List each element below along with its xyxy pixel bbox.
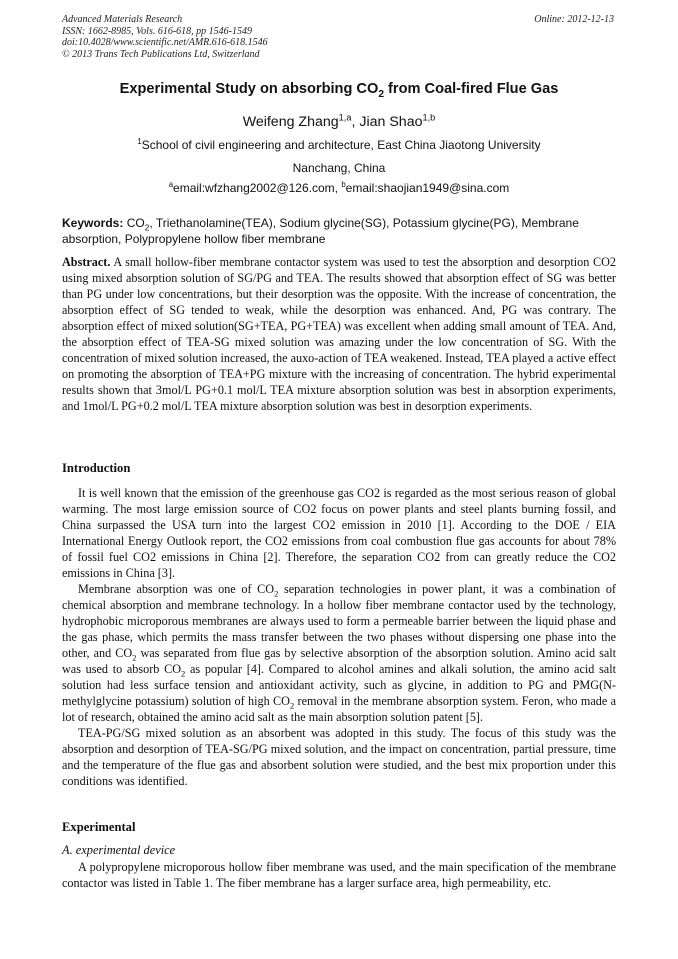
intro-p2-text-e: removal in the membrane absorption system. Feron, who made a lot of research, obtained the amino acid salt as the main absorption solution patent [5]. — [62, 694, 617, 724]
intro-p2-sub-4: 2 — [289, 700, 295, 711]
email-line — [0, 181, 678, 195]
email-b-mark: b — [341, 180, 346, 189]
experimental-paragraph-1: A polypropylene microporous hollow fiber membrane was used, and the main specification of the membrane contactor was listed in Table 1. The fiber membrane has a larger surface area, high permeability, etc. — [62, 860, 616, 890]
experimental-subheading: A. experimental device — [62, 843, 176, 857]
intro-p2-text-b: separation technologies in power plant, it was a combination of chemical absorption and membrane technology. In a hollow fiber membrane contactor used by the technology, hydrophobic microporous membranes are always used to form a permeable barrier between the liquid phase and the gas phase, which permits the mass transfer between the two phases without dispersing one phase into the other, and CO — [62, 582, 616, 660]
experimental-heading: Experimental — [62, 820, 136, 834]
keywords-label: Keywords: — [62, 216, 124, 230]
online-date: Online: 2012-12-13 — [534, 14, 614, 25]
paper-title — [0, 81, 678, 100]
experimental-body — [62, 859, 616, 891]
email-a: email:wfzhang2002@126.com, — [173, 181, 342, 195]
intro-p2-sub-2: 2 — [132, 652, 137, 663]
author-2: Jian Shao — [359, 114, 423, 130]
abstract-text: A small hollow-fiber membrane contactor system was used to test the absorption and desorption CO2 using mixed absorption solution of SG/PG and TEA. The results showed that absorption effect of SG was better than PG under low concentrations, but their desorption was the opposite. With the increase of concentration, the absorption effect of SG tended to weak, while the desorption was enhanced. And, PG was contrary. The absorption effect of mixed solution(SG+TEA, PG+TEA) was excellent when adding small amount of TEA. And, the absorption effect of TEA-SG mixed solution was amazing under the low concentration of SG. With the concentration of mixed solution increased, the auxo-action of TEA weakened. Instead, TEA played a active effect on promoting the absorption of TEA+PG mixture with the increasing of concentration. The hybrid experimental results shown that 3mol/L PG+0.1 mol/L TEA mixture absorption solution was best in absorption experiments, and 1mol/L PG+0.2 mol/L TEA mixture absorption solution was best in desorption experiments. — [62, 255, 616, 413]
journal-name: Advanced Materials Research — [62, 14, 183, 25]
copyright-line: © 2013 Trans Tech Publications Ltd, Switzerland — [62, 48, 260, 60]
intro-p2-text-c: was separated from flue gas by selective absorption of the absorption solution. Amino acid salt was used to absorb CO — [62, 646, 617, 676]
journal-header — [62, 14, 618, 60]
affiliation-line-2: Nanchang, China — [292, 161, 386, 175]
author-separator: , — [351, 114, 360, 130]
intro-p2-sub-3: 2 — [181, 668, 186, 679]
intro-paragraph-3: TEA-PG/SG mixed solution as an absorbent was adopted in this study. The focus of this study was the absorption and desorption of TEA-SG/PG mixed solution, and the impact on concentration, partial pressure, time and the temperature of the flue gas and absorbent solution were studied, and the best mix proportion under this conditions was identified. — [62, 726, 616, 788]
issn-line: ISSN: 1662-8985, Vols. 616-618, pp 1546-1549 — [62, 25, 252, 37]
title-text: Experimental Study on absorbing CO — [119, 81, 379, 97]
abstract — [62, 254, 616, 414]
introduction-heading: Introduction — [62, 461, 131, 475]
intro-p2-sub-1: 2 — [274, 588, 279, 599]
keywords — [62, 215, 618, 247]
email-a-mark: a — [168, 180, 174, 189]
author-list — [0, 114, 678, 130]
affiliation-number: 1 — [137, 137, 142, 146]
affiliation-line-1 — [0, 138, 678, 152]
doi-line: doi:10.4028/www.scientific.net/AMR.616-618.1546 — [62, 37, 268, 49]
introduction-body — [62, 485, 616, 789]
intro-paragraph-2 — [62, 581, 616, 725]
intro-p2-text-d: as popular [4]. Compared to alcohol amines and alkali solution, the amino acid salt solution had less surface tension and antioxidant activity, such as glycine, in addition to PG and PMG(N-methylglycine potassium) solution of high CO — [62, 662, 616, 708]
abstract-label: Abstract. — [62, 255, 111, 269]
author-1: Weifeng Zhang — [242, 114, 339, 130]
affiliation-institution: School of civil engineering and architecture, East China Jiaotong University — [141, 138, 541, 152]
author-1-affil-mark: 1,a — [338, 112, 352, 123]
title-subscript: 2 — [378, 88, 384, 100]
title-text-end: from Coal-fired Flue Gas — [384, 81, 559, 97]
keywords-subscript: 2 — [144, 222, 150, 233]
keywords-text: CO — [123, 216, 145, 230]
intro-p2-text-a: Membrane absorption was one of CO — [78, 582, 275, 596]
email-b: email:shaojian1949@sina.com — [345, 181, 510, 195]
keywords-text-end: , Triethanolamine(TEA), Sodium glycine(SG), Potassium glycine(PG), Membrane absorption, Polypropylene hollow fiber membrane — [62, 216, 579, 246]
author-2-affil-mark: 1,b — [422, 112, 436, 123]
intro-paragraph-1: It is well known that the emission of the greenhouse gas CO2 is regarded as the most serious reason of global warming. The most large emission source of CO2 focus on power plants and steel plants burning fossil, and China surpassed the USA turn into the largest CO2 emission in 2010 [1]. According to the DOE / EIA International Energy Outlook report, the CO2 emissions from coal combustion flue gas accounts for about 78% of fossil fuel CO2 emissions in China [2]. Therefore, the separation CO2 from can greatly reduce the CO2 emissions in China [3]. — [62, 486, 616, 580]
